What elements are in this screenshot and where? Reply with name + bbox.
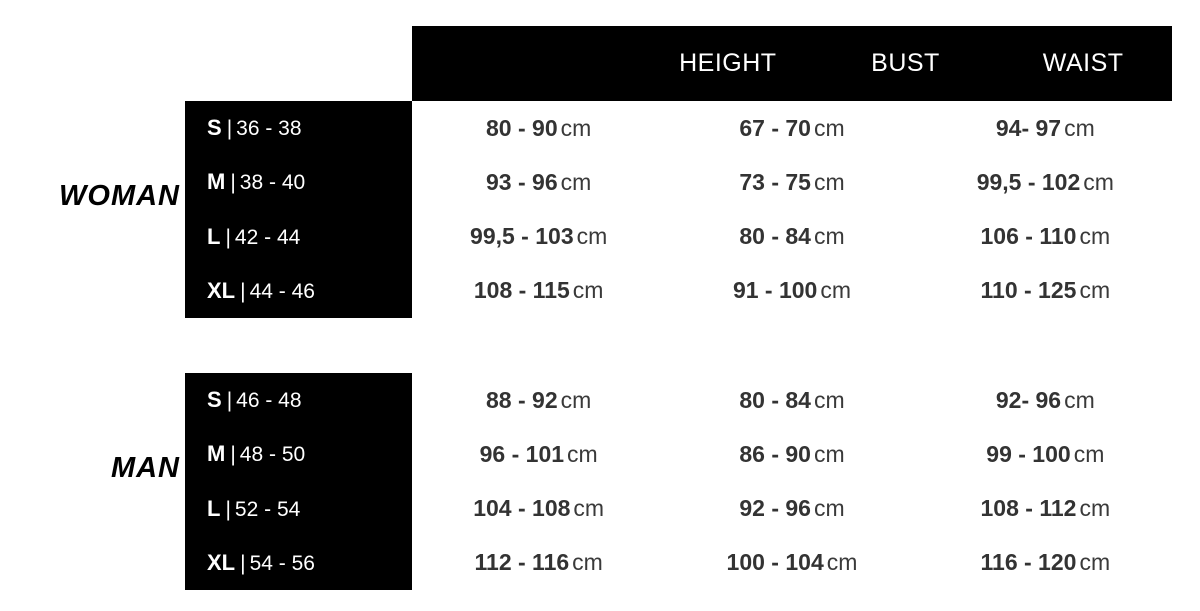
unit-label: cm bbox=[1073, 440, 1105, 467]
column-header-height: HEIGHT bbox=[679, 49, 777, 77]
waist-value: 99,5 - 102 bbox=[976, 168, 1081, 195]
group-label-man: MAN bbox=[110, 452, 180, 484]
table-body-man bbox=[185, 373, 1172, 590]
height-cell bbox=[412, 441, 665, 468]
unit-label: cm bbox=[813, 495, 845, 522]
bust-cell bbox=[665, 169, 918, 196]
size-label: S bbox=[207, 115, 222, 141]
bust-cell bbox=[665, 495, 918, 522]
unit-label: cm bbox=[813, 168, 845, 195]
bust-value: 92 - 96 bbox=[739, 495, 811, 522]
unit-label: cm bbox=[1083, 168, 1114, 195]
unit-label: cm bbox=[560, 168, 592, 195]
size-numeric: 52 - 54 bbox=[234, 497, 301, 521]
height-value: 104 - 108 bbox=[473, 495, 571, 522]
bust-value: 100 - 104 bbox=[726, 549, 824, 576]
size-numeric: 36 - 38 bbox=[236, 117, 302, 141]
unit-label: cm bbox=[813, 440, 845, 467]
table-row bbox=[185, 536, 1172, 590]
unit-label: cm bbox=[813, 386, 845, 413]
bust-value: 80 - 84 bbox=[739, 223, 811, 250]
unit-label: cm bbox=[1079, 549, 1111, 576]
waist-cell bbox=[919, 441, 1172, 468]
waist-value: 110 - 125 bbox=[980, 277, 1077, 304]
table-row bbox=[185, 101, 1172, 155]
unit-label: cm bbox=[813, 223, 845, 250]
size-cell bbox=[185, 224, 412, 250]
column-header-waist: WAIST bbox=[1042, 49, 1124, 77]
table-row bbox=[185, 427, 1172, 481]
height-value: 112 - 116 bbox=[474, 549, 570, 576]
bust-value: 73 - 75 bbox=[739, 168, 811, 195]
size-label: S bbox=[207, 387, 222, 413]
waist-value: 99 - 100 bbox=[986, 440, 1071, 467]
size-numeric: 44 - 46 bbox=[249, 279, 315, 303]
size-numeric: 38 - 40 bbox=[239, 171, 306, 195]
unit-label: cm bbox=[813, 114, 845, 141]
height-cell bbox=[412, 387, 665, 414]
size-cell bbox=[185, 169, 412, 195]
size-separator: | bbox=[240, 551, 246, 575]
height-value: 108 - 115 bbox=[473, 277, 570, 304]
table-row bbox=[185, 482, 1172, 536]
unit-label: cm bbox=[572, 277, 604, 304]
group-label-woman: WOMAN bbox=[59, 180, 180, 212]
unit-label: cm bbox=[1064, 114, 1095, 141]
unit-label: cm bbox=[1079, 495, 1111, 522]
bust-value: 91 - 100 bbox=[732, 277, 818, 304]
bust-cell bbox=[665, 549, 918, 576]
height-value: 93 - 96 bbox=[486, 168, 558, 195]
waist-cell bbox=[919, 115, 1172, 142]
size-separator: | bbox=[226, 389, 233, 413]
waist-value: 92- 96 bbox=[995, 386, 1062, 413]
size-numeric: 48 - 50 bbox=[239, 443, 306, 467]
waist-value: 106 - 110 bbox=[980, 223, 1077, 250]
size-numeric: 42 - 44 bbox=[234, 225, 301, 249]
table-row bbox=[185, 210, 1172, 264]
size-label: XL bbox=[207, 549, 236, 575]
table-row bbox=[185, 264, 1172, 318]
size-label: L bbox=[207, 223, 221, 249]
height-cell bbox=[412, 277, 665, 304]
waist-cell bbox=[919, 277, 1172, 304]
bust-value: 80 - 84 bbox=[739, 386, 811, 413]
waist-cell bbox=[919, 495, 1172, 522]
unit-label: cm bbox=[573, 495, 605, 522]
size-numeric: 54 - 56 bbox=[249, 551, 315, 575]
column-header-bust: BUST bbox=[871, 49, 940, 77]
size-separator: | bbox=[225, 225, 231, 249]
waist-value: 116 - 120 bbox=[980, 549, 1077, 576]
height-value: 88 - 92 bbox=[486, 386, 558, 413]
unit-label: cm bbox=[572, 549, 603, 576]
size-label: L bbox=[207, 495, 221, 521]
size-cell bbox=[185, 278, 412, 304]
bust-cell bbox=[665, 387, 918, 414]
size-separator: | bbox=[240, 279, 246, 303]
table-row bbox=[185, 373, 1172, 427]
height-cell bbox=[412, 169, 665, 196]
size-cell bbox=[185, 387, 412, 413]
table-body-woman bbox=[185, 101, 1172, 318]
bust-cell bbox=[665, 223, 918, 250]
bust-value: 86 - 90 bbox=[739, 440, 811, 467]
size-numeric: 46 - 48 bbox=[236, 389, 302, 413]
bust-value: 67 - 70 bbox=[739, 114, 811, 141]
size-cell bbox=[185, 496, 412, 522]
bust-cell bbox=[665, 115, 918, 142]
size-separator: | bbox=[230, 443, 236, 467]
size-separator: | bbox=[230, 171, 236, 195]
unit-label: cm bbox=[1064, 386, 1095, 413]
height-cell bbox=[412, 495, 665, 522]
size-cell bbox=[185, 115, 412, 141]
size-separator: | bbox=[225, 497, 231, 521]
height-cell bbox=[412, 549, 665, 576]
waist-value: 108 - 112 bbox=[980, 495, 1077, 522]
unit-label: cm bbox=[567, 440, 598, 467]
unit-label: cm bbox=[560, 114, 592, 141]
height-cell bbox=[412, 223, 665, 250]
size-separator: | bbox=[226, 117, 233, 141]
size-label: XL bbox=[207, 277, 236, 303]
unit-label: cm bbox=[820, 277, 852, 304]
bust-cell bbox=[665, 441, 918, 468]
size-cell bbox=[185, 441, 412, 467]
height-value: 99,5 - 103 bbox=[470, 223, 574, 250]
size-label: M bbox=[207, 441, 226, 467]
waist-cell bbox=[919, 223, 1172, 250]
unit-label: cm bbox=[560, 386, 592, 413]
bust-cell bbox=[665, 277, 918, 304]
table-row bbox=[185, 155, 1172, 209]
unit-label: cm bbox=[1079, 223, 1111, 250]
waist-cell bbox=[919, 387, 1172, 414]
height-value: 80 - 90 bbox=[486, 114, 558, 141]
waist-cell bbox=[919, 169, 1172, 196]
waist-value: 94- 97 bbox=[995, 114, 1062, 141]
unit-label: cm bbox=[1079, 277, 1111, 304]
waist-cell bbox=[919, 549, 1172, 576]
size-label: M bbox=[207, 169, 226, 195]
unit-label: cm bbox=[576, 223, 608, 250]
height-value: 96 - 101 bbox=[479, 440, 565, 467]
column-header-row bbox=[412, 26, 1172, 101]
size-cell bbox=[185, 550, 412, 576]
unit-label: cm bbox=[826, 549, 858, 576]
height-cell bbox=[412, 115, 665, 142]
